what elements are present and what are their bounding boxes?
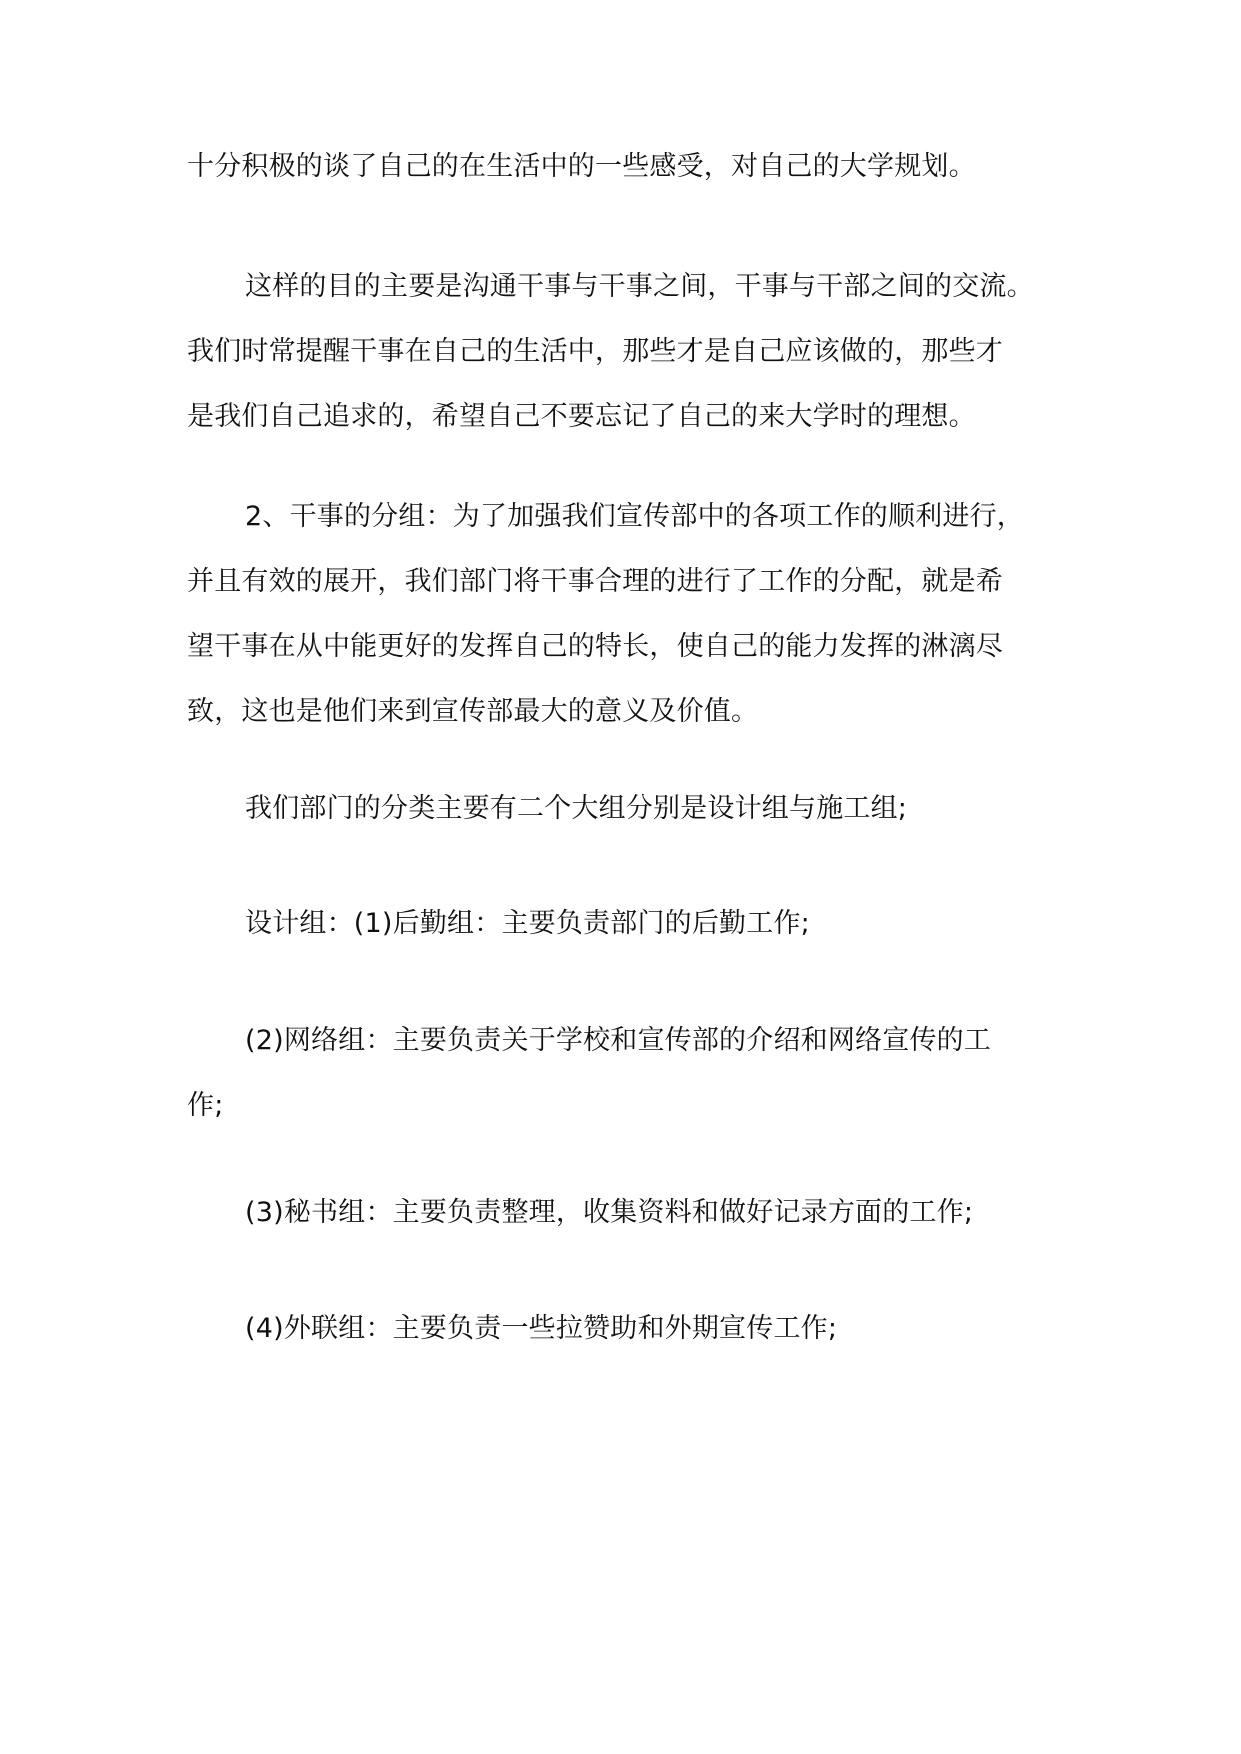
text-line: 十分积极的谈了自己的在生活中的一些感受，对自己的大学规划。 [187,151,976,182]
text-line: 是我们自己追求的，希望自己不要忘记了自己的来大学时的理想。 [187,401,976,432]
text-line: (2)网络组：主要负责关于学校和宣传部的介绍和网络宣传的工 [245,1025,992,1056]
text-line: 2、干事的分组：为了加强我们宣传部中的各项工作的顺利进行， [245,501,1024,532]
paragraph-2 [187,254,1087,449]
text-line: 致，这也是他们来到宣传部最大的意义及价值。 [187,696,759,727]
text-line: 作; [187,1090,224,1121]
text-line: (4)外联组：主要负责一些拉赞助和外期宣传工作; [245,1313,838,1344]
text-line: 设计组：(1)后勤组：主要负责部门的后勤工作; [245,908,810,939]
text-line: 我们部门的分类主要有二个大组分别是设计组与施工组; [245,793,908,824]
text-line: 这样的目的主要是沟通干事与干事之间，干事与干部之间的交流。 [245,271,1034,302]
text-line: 我们时常提醒干事在自己的生活中，那些才是自己应该做的，那些才 [187,336,1003,367]
text-line: 望干事在从中能更好的发挥自己的特长，使自己的能力发挥的淋漓尽 [187,631,1003,662]
paragraph-5 [187,891,1087,956]
paragraph-4 [187,776,1087,841]
paragraph-1 [187,134,1087,199]
paragraph-6 [187,1008,1087,1138]
text-line: (3)秘书组：主要负责整理，收集资料和做好记录方面的工作; [245,1197,974,1228]
text-line: 并且有效的展开，我们部门将干事合理的进行了工作的分配，就是希 [187,566,1003,597]
paragraph-7 [187,1180,1087,1245]
paragraph-8 [187,1296,1087,1361]
paragraph-3 [187,484,1087,744]
